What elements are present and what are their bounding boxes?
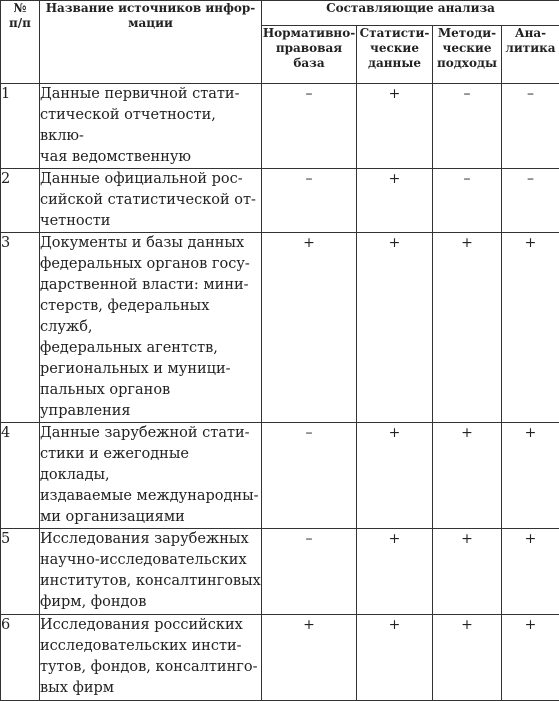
row-source-name: Данные первичной стати- стической отчетности, вклю- чая ведомственную: [40, 84, 262, 169]
row-num: 2: [1, 169, 40, 233]
row-mark: +: [502, 423, 559, 529]
header-col-statistics: [357, 26, 433, 84]
row-mark: +: [357, 529, 433, 615]
row-source-name: Данные официальной рос- сийской статистической от- четности: [40, 169, 262, 233]
row-mark: –: [262, 169, 357, 233]
table-row: [1, 84, 559, 169]
header-num: [1, 1, 40, 84]
row-mark: +: [502, 615, 559, 701]
row-mark: +: [502, 233, 559, 423]
table-row: [1, 615, 559, 701]
row-source-name: Данные зарубежной стати- стики и ежегодные доклады, издаваемые международны- ми организациями: [40, 423, 262, 529]
row-mark: +: [357, 615, 433, 701]
row-num: 4: [1, 423, 40, 529]
table-row: [1, 169, 559, 233]
header-col-normative: [262, 26, 357, 84]
header-col-analytics-text: Ана- литика: [502, 26, 559, 56]
header-col-analytics: [502, 26, 559, 84]
header-row-main: [1, 1, 559, 26]
row-mark: –: [262, 423, 357, 529]
row-mark: +: [357, 233, 433, 423]
row-mark: +: [262, 615, 357, 701]
row-mark: –: [262, 84, 357, 169]
header-col-methods-text: Методи- ческие подходы: [433, 26, 501, 71]
row-num: 5: [1, 529, 40, 615]
row-mark: +: [433, 423, 502, 529]
row-mark: +: [357, 84, 433, 169]
header-col-statistics-text: Статисти- ческие данные: [357, 26, 432, 71]
header-analysis-components: Составляющие анализа: [262, 1, 559, 26]
row-source-name: Исследования российских исследовательских инсти- тутов, фондов, консалтинго- вых фирм: [40, 615, 262, 701]
header-col-normative-text: Нормативно- правовая база: [262, 26, 356, 71]
row-mark: +: [262, 233, 357, 423]
row-mark: +: [433, 615, 502, 701]
row-mark: –: [433, 84, 502, 169]
row-mark: –: [262, 529, 357, 615]
row-mark: +: [502, 529, 559, 615]
table-row: [1, 233, 559, 423]
row-mark: +: [433, 233, 502, 423]
row-mark: +: [357, 169, 433, 233]
row-num: 6: [1, 615, 40, 701]
row-mark: –: [502, 84, 559, 169]
header-num-text: № п/п: [1, 1, 39, 31]
table-row: [1, 423, 559, 529]
header-source-name: [40, 1, 262, 84]
row-num: 3: [1, 233, 40, 423]
row-source-name: Документы и базы данных федеральных органов госу- дарственной власти: мини- стерств, федеральных служб, федеральных агентств, региональных и муници- пальных органов управления: [40, 233, 262, 423]
header-col-methods: [433, 26, 502, 84]
row-num: 1: [1, 84, 40, 169]
row-mark: –: [502, 169, 559, 233]
row-source-name: Исследования зарубежных научно-исследовательских институтов, консалтинговых фирм, фондов: [40, 529, 262, 615]
header-source-name-text: Название источников инфор- мации: [40, 1, 261, 31]
row-mark: +: [433, 529, 502, 615]
table-row: [1, 529, 559, 615]
row-mark: +: [357, 423, 433, 529]
row-mark: –: [433, 169, 502, 233]
